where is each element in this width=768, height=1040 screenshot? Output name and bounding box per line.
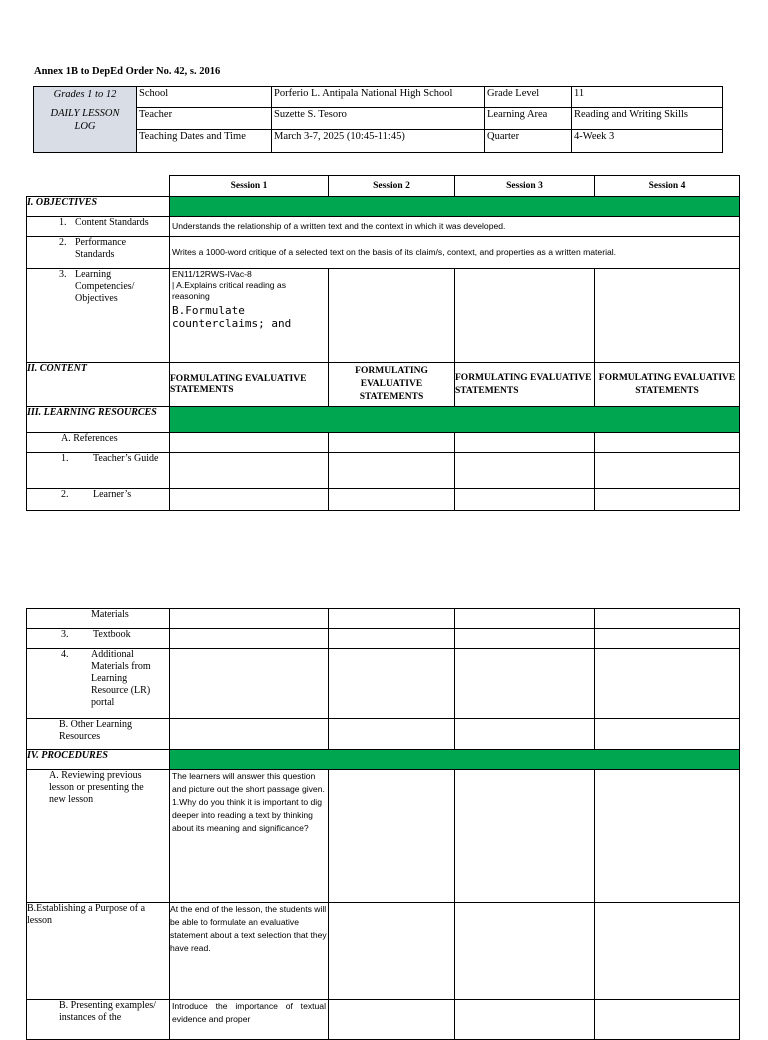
- school-label: School: [137, 87, 272, 108]
- content-session-4: FORMULATING EVALUATIVE STATEMENTS: [595, 363, 740, 407]
- dates-label: Teaching Dates and Time: [137, 130, 272, 153]
- competencies-s2: [329, 269, 455, 363]
- learning-area-value: Reading and Writing Skills: [572, 108, 723, 130]
- grades-label: Grades 1 to 12: [53, 89, 117, 100]
- purpose-label: B.Establishing a Purpose of a lesson: [27, 903, 170, 1000]
- objectives-heading: I. OBJECTIVES: [27, 197, 170, 217]
- grade-level-label: Grade Level: [485, 87, 572, 108]
- reviewing-value: The learners will answer this question and picture out the short passage given. 1.Why do you think it is important to dig deeper into reading a text by thinking about its meaning and significance?: [170, 770, 329, 903]
- competencies-s4: [595, 269, 740, 363]
- competencies-value: [170, 269, 329, 363]
- examples-label: B. Presenting examples/ instances of the: [27, 1000, 170, 1040]
- content-session-3: FORMULATING EVALUATIVE STATEMENTS: [455, 363, 595, 407]
- session-3-header: Session 3: [455, 176, 595, 197]
- references-label: A. References: [27, 433, 170, 453]
- grade-level-value: 11: [572, 87, 723, 108]
- procedures-heading: IV. PROCEDURES: [27, 750, 170, 770]
- content-session-1: FORMULATING EVALUATIVE STATEMENTS: [170, 363, 329, 407]
- session-2-header: Session 2: [329, 176, 455, 197]
- objectives-bar: [170, 197, 740, 217]
- quarter-value: 4-Week 3: [572, 130, 723, 153]
- competencies-s3: [455, 269, 595, 363]
- reviewing-label: A. Reviewing previous lesson or presenting the new lesson: [27, 770, 170, 903]
- content-heading: II. CONTENT: [27, 363, 170, 407]
- teacher-value: Suzette S. Tesoro: [272, 108, 485, 130]
- resources-heading: III. LEARNING RESOURCES: [27, 407, 170, 433]
- purpose-value: At the end of the lesson, the students will be able to formulate an evaluative statement about a text selection that they have read.: [170, 903, 329, 1000]
- session-4-header: Session 4: [595, 176, 740, 197]
- content-standards-value: Understands the relationship of a written text and the context in which it was developed.: [170, 217, 740, 237]
- additional-materials-label: 4. Additional Materials from Learning Resource (LR) portal: [27, 649, 170, 719]
- resources-bar: [170, 407, 740, 433]
- learning-area-label: Learning Area: [485, 108, 572, 130]
- dates-value: March 3-7, 2025 (10:45-11:45): [272, 130, 485, 153]
- competencies-label: 3. Learning Competencies/ Objectives: [27, 269, 170, 363]
- competency-a: | A.Explains critical reading as reasoning: [172, 280, 287, 301]
- lesson-table-page2: [26, 608, 740, 1040]
- header-table: [33, 86, 723, 153]
- textbook-label: 3. Textbook: [27, 629, 170, 649]
- session-1-header: Session 1: [170, 176, 329, 197]
- examples-value: Introduce the importance of textual evidence and proper: [170, 1000, 329, 1040]
- performance-standards-value: Writes a 1000-word critique of a selected text on the basis of its claim/s, context, and properties as a written material.: [170, 237, 740, 269]
- performance-standards-label: 2. Performance Standards: [27, 237, 170, 269]
- lesson-table-page1: [26, 175, 740, 511]
- log-title: DAILY LESSON LOG: [50, 108, 120, 132]
- quarter-label: Quarter: [485, 130, 572, 153]
- teachers-guide-label: 1. Teacher’s Guide: [27, 453, 170, 489]
- materials-label: Materials: [27, 609, 170, 629]
- other-resources-label: B. Other Learning Resources: [27, 719, 170, 750]
- competency-b: B.Formulate counterclaims; and: [172, 304, 292, 330]
- school-value: Porferio L. Antipala National High School: [272, 87, 485, 108]
- content-session-2: FORMULATING EVALUATIVE STATEMENTS: [329, 363, 455, 407]
- competency-code: EN11/12RWS-IVac-8: [172, 269, 252, 279]
- procedures-bar: [170, 750, 740, 770]
- learners-label: 2. Learner’s: [27, 489, 170, 511]
- annex-title: Annex 1B to DepEd Order No. 42, s. 2016: [34, 66, 221, 77]
- content-standards-row-label: 1. Content Standards: [27, 217, 170, 237]
- teacher-label: Teacher: [137, 108, 272, 130]
